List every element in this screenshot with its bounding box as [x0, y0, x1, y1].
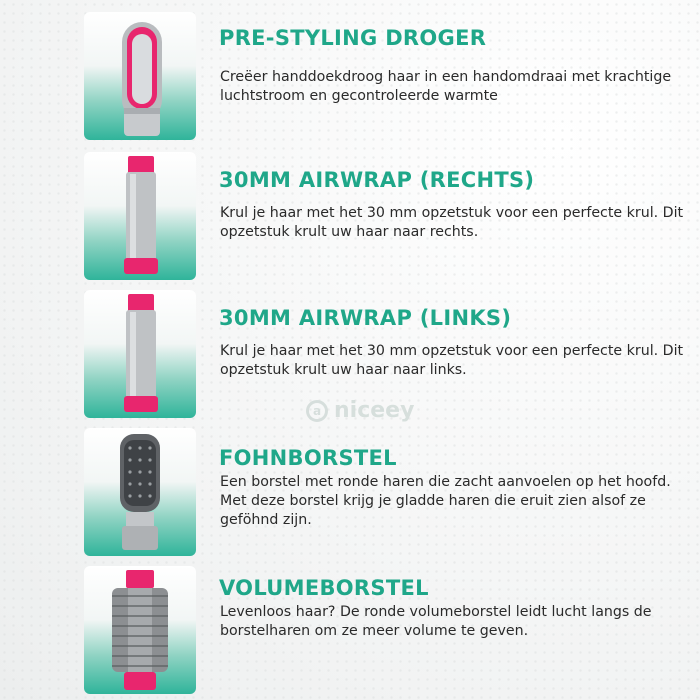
item-volumeborstel [84, 566, 694, 694]
item-title: 30MM AIRWRAP (RECHTS) [219, 168, 535, 192]
item-description: Creëer handdoekdroog haar in een handomdraai met krachtige luchtstroom en gecontroleerde warmte [220, 69, 672, 104]
item-pre-styling-droger [84, 12, 694, 140]
item-fohnborstel [84, 428, 694, 556]
curling-barrel-right-icon [84, 152, 196, 280]
item-title: PRE-STYLING DROGER [219, 26, 487, 50]
item-description: Krul je haar met het 30 mm opzetstuk voor een perfecte krul. Dit opzetstuk krult uw haar naar rechts. [220, 205, 684, 240]
thumbnail [84, 428, 196, 556]
item-airwrap-rechts [84, 152, 694, 280]
item-description: Een borstel met ronde haren die zacht aanvoelen op het hoofd. Met deze borstel krijg je gladde haren die eruit zien alsof ze geföhnd zijn. [220, 474, 671, 528]
niceey-logo-icon: a [306, 400, 328, 422]
item-title: 30MM AIRWRAP (LINKS) [219, 306, 512, 330]
round-volume-brush-icon [84, 566, 196, 694]
item-title: FOHNBORSTEL [219, 446, 397, 470]
item-description: Krul je haar met het 30 mm opzetstuk voor een perfecte krul. Dit opzetstuk krult uw haar naar links. [220, 343, 684, 378]
thumbnail [84, 152, 196, 280]
hair-dryer-icon [84, 12, 196, 140]
paddle-brush-icon [84, 428, 196, 556]
watermark-text: niceey [334, 398, 415, 423]
item-title: VOLUMEBORSTEL [219, 576, 429, 600]
item-description: Levenloos haar? De ronde volumeborstel leidt lucht langs de borstelharen om ze meer volume te geven. [220, 604, 652, 639]
thumbnail [84, 566, 196, 694]
curling-barrel-left-icon [84, 290, 196, 418]
thumbnail [84, 290, 196, 418]
niceey-watermark [306, 398, 414, 423]
thumbnail [84, 12, 196, 140]
